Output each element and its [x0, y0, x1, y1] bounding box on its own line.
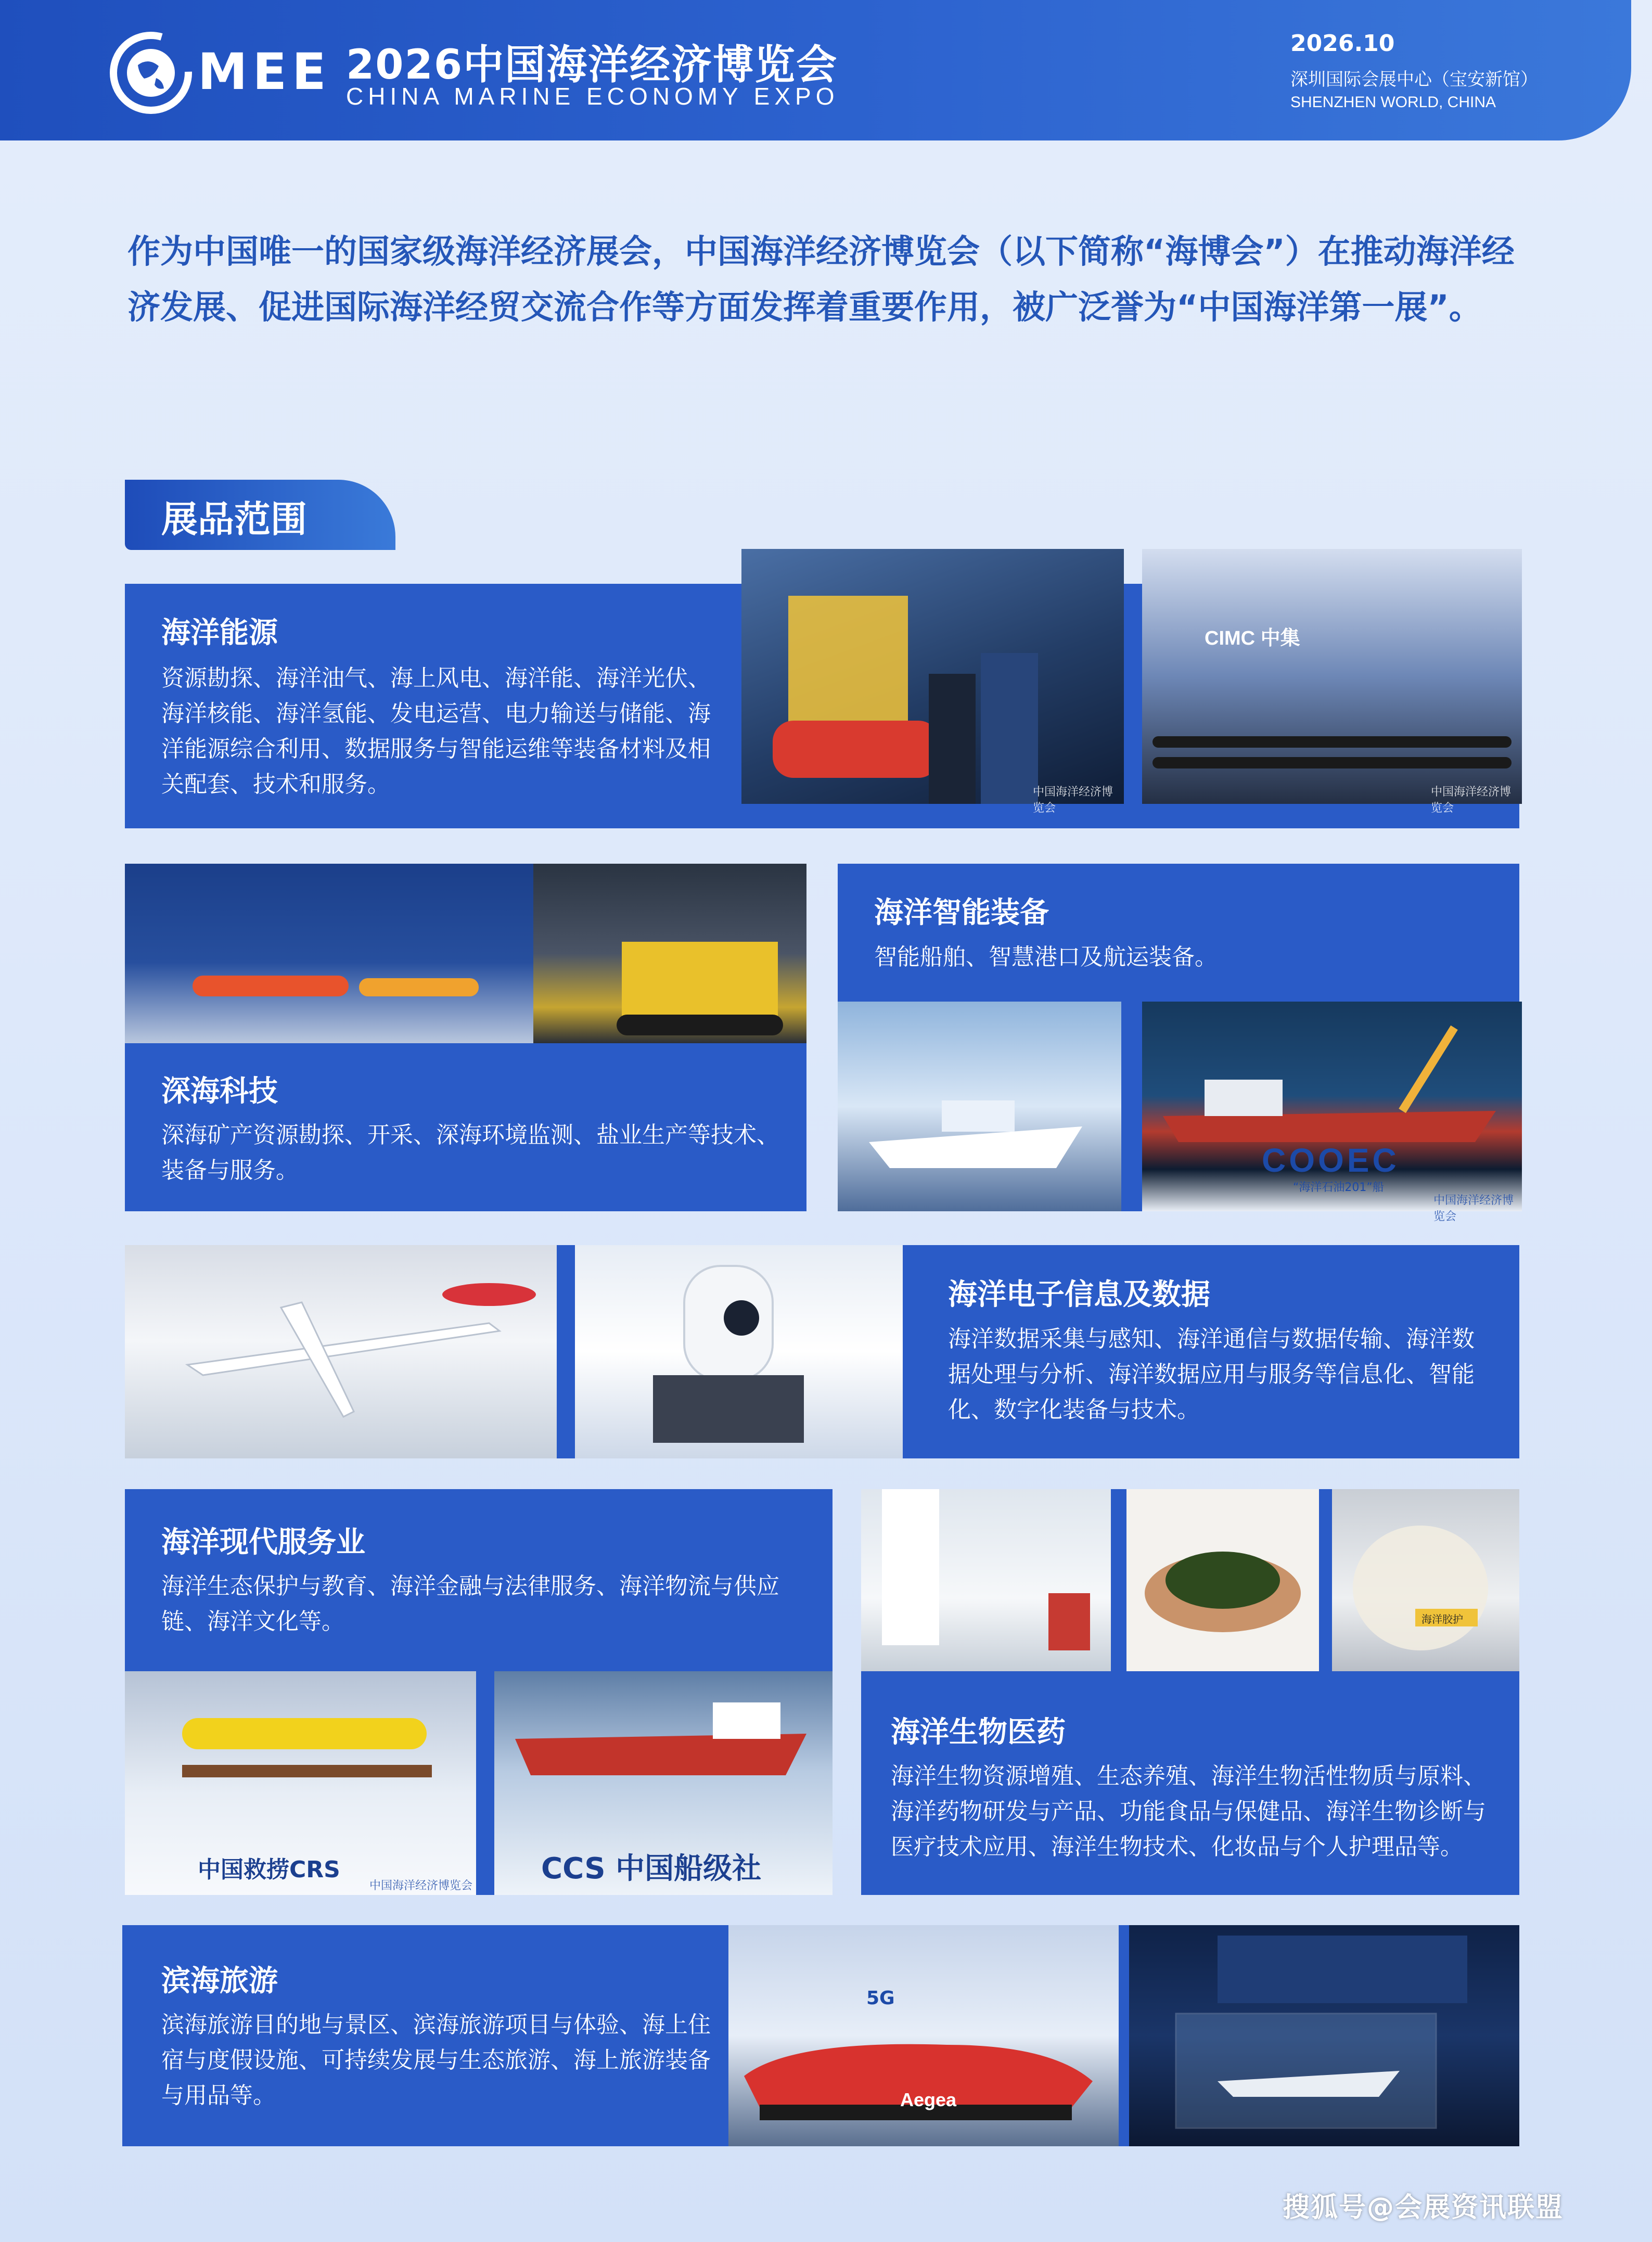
bowl-icon — [1126, 1489, 1319, 1671]
jetski-icon — [728, 1925, 1119, 2146]
photo-ccs-ship — [494, 1671, 833, 1895]
photo-crs-auv — [125, 1671, 476, 1895]
crawler-robot-icon — [533, 864, 806, 1043]
photo-smart-ship-model — [838, 1002, 1121, 1211]
photo-lab — [861, 1489, 1111, 1671]
cooec-caption: “海洋石油201”船 — [1293, 1181, 1384, 1194]
5g-sign: 5G — [866, 1988, 895, 2009]
expo-date: 2026.10 — [1290, 30, 1395, 57]
footer-watermark: 搜狐号@会展资讯联盟 — [1283, 2192, 1564, 2223]
fixed-wing-drone-icon — [125, 1245, 557, 1458]
auv-on-stand-icon — [125, 864, 533, 1043]
category-desc-services: 海洋生态保护与教育、海洋金融与法律服务、海洋物流与供应链、海洋文化等。 — [161, 1573, 779, 1635]
category-title-biomed: 海洋生物医药 — [891, 1715, 1066, 1749]
section-tag-label: 展品范围 — [161, 498, 307, 541]
category-desc-energy: 资源勘探、海洋油气、海上风电、海洋能、海洋光伏、海洋核能、海洋氢能、发电运营、电力输送与储能、海洋能源综合利用、数据服务与智能运维等装备材料及相关配套、技术和服务。 — [161, 665, 711, 798]
category-title-services: 海洋现代服务业 — [161, 1526, 365, 1559]
photo-drone — [125, 1245, 557, 1458]
category-desc-smart-equipment: 智能船舶、智慧港口及航运装备。 — [874, 944, 1218, 970]
floating-cages-icon — [1142, 715, 1522, 778]
camera-turret-icon — [575, 1245, 903, 1458]
venue-en: SHENZHEN WORLD, CHINA — [1290, 94, 1496, 111]
ccs-logo: CCS 中国船级社 — [541, 1852, 762, 1886]
category-title-tourism: 滨海旅游 — [161, 1964, 278, 1998]
category-title-deepsea: 深海科技 — [161, 1074, 278, 1108]
cooec-logo: COOEC — [1262, 1142, 1400, 1179]
category-desc-tourism: 滨海旅游目的地与景区、滨海旅游项目与体验、海上住宿与度假设施、可持续发展与生态旅游、海上旅游装备与用品等。 — [161, 2012, 711, 2109]
intro-paragraph: 作为中国唯一的国家级海洋经济展会，中国海洋经济博览会（以下简称“海博会”）在推动海洋经济发展、促进国际海洋经贸交流合作等方面发挥着重要作用，被广泛誉为“中国海洋第一展”。 — [127, 233, 1515, 326]
photo-yacht-design — [1129, 1925, 1519, 2146]
logo-text: MEE — [198, 43, 331, 101]
category-title-electronics: 海洋电子信息及数据 — [948, 1278, 1210, 1312]
expo-watermark: 中国海洋经济博览会 — [1033, 786, 1113, 815]
category-title-energy: 海洋能源 — [161, 616, 278, 650]
photo-jar — [1332, 1489, 1519, 1671]
category-title-smart-equipment: 海洋智能装备 — [874, 896, 1049, 930]
expo-watermark: 中国海洋经济博览会 — [369, 1879, 473, 1892]
cimc-logo: CIMC 中集 — [1205, 627, 1300, 649]
photo-mining-robot — [533, 864, 806, 1043]
yacht-display-case-icon — [1129, 1925, 1519, 2146]
jar-label: 海洋胶护 — [1422, 1613, 1463, 1625]
photo-jetski — [728, 1925, 1119, 2146]
lab-equipment-icon — [861, 1489, 1111, 1671]
globe-logo-icon — [107, 29, 195, 117]
expo-title-en: CHINA MARINE ECONOMY EXPO — [346, 83, 839, 110]
category-desc-biomed: 海洋生物资源增殖、生态养殖、海洋生物活性物质与原料、海洋药物研发与产品、功能食品与保健品、海洋生物诊断与医疗技术应用、海洋生物技术、化妆品与个人护理品等。 — [891, 1763, 1486, 1860]
photo-offshore-platform-model — [741, 549, 1124, 815]
photo-marine-camera — [575, 1245, 903, 1458]
crs-logo: 中国救捞CRS — [198, 1856, 340, 1883]
category-desc-deepsea: 深海矿产资源勘探、开采、深海环境监测、盐业生产等技术、装备与服务。 — [161, 1122, 779, 1184]
photo-deepsea-booth — [125, 864, 533, 1043]
platform-model-icon — [741, 549, 1124, 804]
photo-algae-powder — [1126, 1489, 1319, 1671]
expo-watermark: 中国海洋经济博览会 — [1433, 1194, 1514, 1223]
photo-cimc-hall — [1142, 549, 1522, 815]
venue-zh: 深圳国际会展中心（宝安新馆） — [1290, 69, 1538, 90]
glass-jar-icon — [1332, 1489, 1519, 1671]
category-desc-electronics: 海洋数据采集与感知、海洋通信与数据传输、海洋数据处理与分析、海洋数据应用与服务等信息化、智能化、数字化装备与技术。 — [948, 1326, 1475, 1423]
boat-model-icon — [838, 1002, 1121, 1211]
aegea-logo: Aegea — [900, 2089, 957, 2110]
photo-cooec-ship — [1142, 1002, 1522, 1223]
expo-watermark: 中国海洋经济博览会 — [1431, 786, 1512, 815]
expo-title-zh: 2026中国海洋经济博览会 — [346, 42, 838, 88]
